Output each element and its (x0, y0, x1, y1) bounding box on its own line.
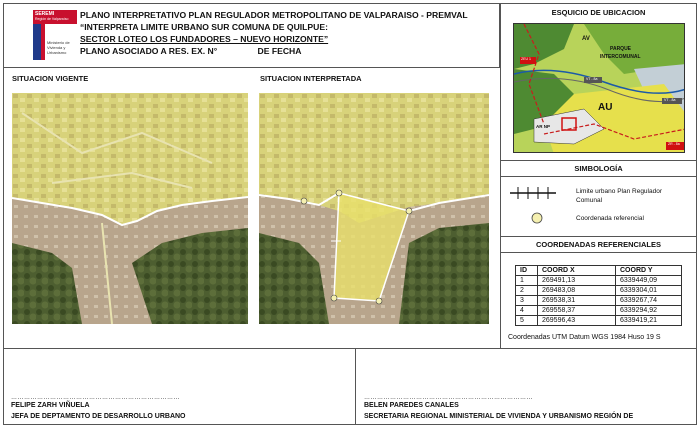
signature-block-left (3, 348, 356, 425)
cell-x: 269558,37 (538, 306, 616, 316)
cell-x: 269483,08 (538, 286, 616, 296)
header-coord-x: COORD X (538, 266, 616, 276)
left-panel-title: SITUACION VIGENTE (12, 74, 89, 83)
reference-point-symbol (530, 211, 544, 225)
cell-y: 6339304,01 (616, 286, 682, 296)
map-label-av: AV (582, 36, 590, 42)
right-panel-title: SITUACION INTERPRETADA (260, 74, 362, 83)
cell-y: 6339419,21 (616, 316, 682, 326)
title-line-2: “INTERPRETA LIMITE URBANO SUR COMUNA DE QUILPUE: (80, 22, 328, 32)
map-label-zone-4: ZR - 8a (668, 142, 680, 146)
signer-role: SECRETARIA REGIONAL MINISTERIAL DE VIVIENDA Y URBANISMO REGIÓN DE (364, 413, 634, 420)
plan-title (80, 9, 468, 57)
date-label: DE FECHA (257, 46, 302, 56)
map-label-zone-2: VT - 8a (586, 77, 598, 81)
cell-id: 4 (516, 306, 538, 316)
cell-x: 269491,13 (538, 276, 616, 286)
signature-line: …………………………………………………………………… (364, 395, 533, 401)
cell-id: 2 (516, 286, 538, 296)
title-line-4 (80, 45, 468, 57)
title-line-3: SECTOR LOTEO LOS FUNDADORES – NUEVO HORIZONTE” (80, 34, 329, 44)
table-row (516, 296, 682, 306)
signer-role: JEFA DE DEPTAMENTO DE DESARROLLO URBANO (11, 413, 186, 420)
cell-y: 6339449,09 (616, 276, 682, 286)
table-row (516, 286, 682, 296)
table-row (516, 316, 682, 326)
logo-top-band (33, 10, 77, 24)
map-label-au: AU (598, 102, 613, 113)
header-id: ID (516, 266, 538, 276)
cell-y: 6339294,92 (616, 306, 682, 316)
table-row (516, 306, 682, 316)
signature-block-right (356, 348, 697, 425)
coordinates-title: COORDENADAS REFERENCIALES (500, 236, 697, 253)
signer-name: FELIPE ZARH VIÑUELA (11, 402, 90, 409)
cell-id: 3 (516, 296, 538, 306)
logo-ministry-text: Ministerio de Vivienda y Urbanismo (47, 40, 70, 55)
urban-limit-label: Limite urbano Plan Regulador Comunal (576, 188, 662, 204)
urban-limit-symbol (510, 186, 556, 200)
map-label-zone-1: ZEU 1 (521, 57, 531, 61)
logo-blue-bar (33, 24, 41, 60)
cell-id: 1 (516, 276, 538, 286)
map-label-arnp: AR NP (536, 124, 551, 129)
location-map (513, 23, 685, 153)
table-row (516, 276, 682, 286)
aerial-image-current (12, 93, 248, 324)
header (3, 3, 500, 68)
side-panel (500, 3, 697, 348)
logo-red-bar (41, 24, 45, 60)
map-label-zone-3: VT - 8a (664, 98, 676, 102)
aerial-image-interpreted (259, 93, 489, 324)
symbology-title: SIMBOLOGÍA (500, 160, 697, 177)
location-map-image (514, 24, 685, 153)
title-line-1: PLANO INTERPRETATIVO PLAN REGULADOR METROPOLITANO DE VALPARAISO - PREMVAL (80, 10, 468, 20)
cell-id: 5 (516, 316, 538, 326)
coordinates-header-row (516, 266, 682, 276)
location-title: ESQUICIO DE UBICACION (551, 8, 646, 17)
cell-x: 269538,31 (538, 296, 616, 306)
cell-x: 269596,43 (538, 316, 616, 326)
aerial-map-current (12, 93, 248, 324)
cell-y: 6339267,74 (616, 296, 682, 306)
resolution-label: PLANO ASOCIADO A RES. EX. N° (80, 46, 218, 56)
coordinates-table (515, 265, 682, 326)
datum-note: Coordenadas UTM Datum WGS 1984 Huso 19 S (508, 334, 661, 341)
reference-point-label: Coordenada referencial (576, 215, 644, 222)
signer-name: BELEN PAREDES CANALES (364, 402, 459, 409)
seremi-logo (33, 10, 77, 64)
map-label-parque: PARQUE (610, 46, 632, 52)
header-coord-y: COORD Y (616, 266, 682, 276)
signature-line: …………………………………………………………………… (11, 395, 180, 401)
logo-top-sub: Región de Valparaíso (35, 17, 69, 21)
map-label-intercomunal: INTERCOMUNAL (600, 54, 641, 60)
aerial-map-interpreted (259, 93, 489, 324)
logo-top-text: SEREMI (35, 11, 55, 17)
